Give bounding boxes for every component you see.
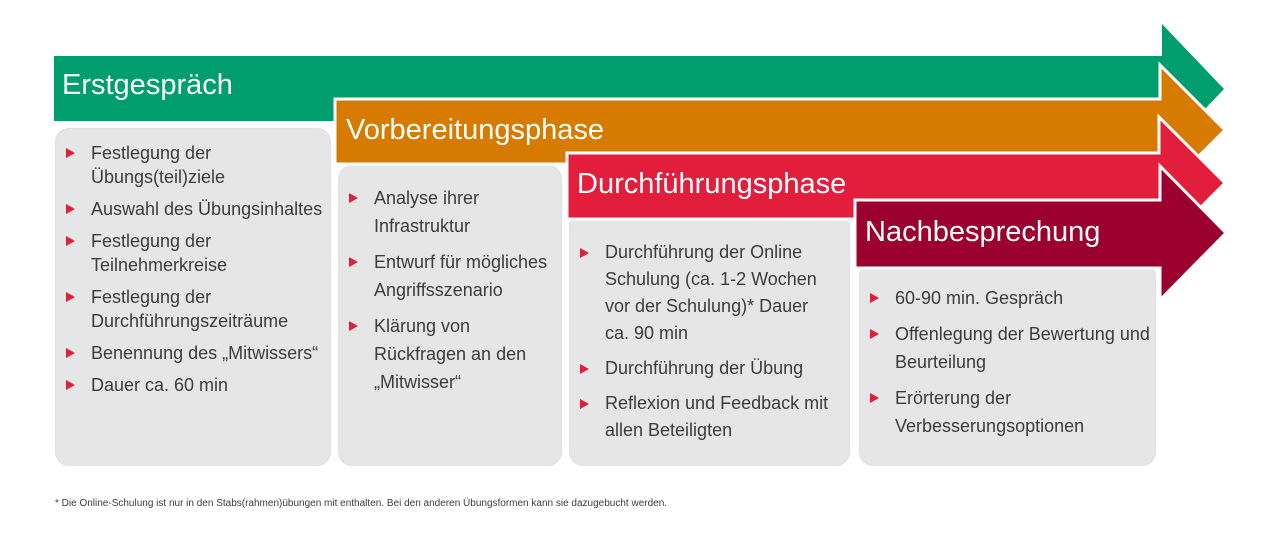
list-item: Reflexion und Feedback mit allen Beteiligten — [570, 390, 835, 444]
list-item: Dauer ca. 60 min — [56, 373, 326, 397]
list-item: Benennung des „Mitwissers“ — [56, 341, 326, 365]
list-item: Festlegung der Durchführungszeiträume — [56, 285, 326, 333]
list-item: Festlegung der Übungs(teil)ziele — [56, 141, 326, 189]
phase-4-title: Nachbesprechung — [865, 216, 1101, 248]
phase-2-title: Vorbereitungsphase — [346, 114, 604, 146]
list-item: Erörterung der Verbesserungsoptionen — [860, 384, 1150, 440]
list-item: Auswahl des Übungsinhaltes — [56, 197, 326, 221]
list-item: Durchführung der Online Schulung (ca. 1-2 Wochen vor der Schulung)* Dauer ca. 90 min — [570, 239, 835, 347]
footnote: * Die Online-Schulung ist nur in den Stabs(rahmen)übungen mit enthalten. Bei den anderen Übungsformen kann sie dazugebucht werden. — [55, 498, 668, 509]
list-item: Entwurf für mögliches Angriffsszenario — [339, 248, 551, 304]
list-item: Offenlegung der Bewertung und Beurteilung — [860, 320, 1150, 376]
phase-3-title: Durchführungsphase — [577, 168, 847, 200]
phase-1-title: Erstgespräch — [62, 69, 233, 101]
list-item: Durchführung der Übung — [570, 355, 835, 382]
list-item: Festlegung der Teilnehmerkreise — [56, 229, 326, 277]
list-item: 60-90 min. Gespräch — [860, 284, 1150, 312]
list-item: Analyse ihrer Infrastruktur — [339, 184, 551, 240]
list-item: Klärung von Rückfragen an den „Mitwisser“ — [339, 312, 551, 396]
